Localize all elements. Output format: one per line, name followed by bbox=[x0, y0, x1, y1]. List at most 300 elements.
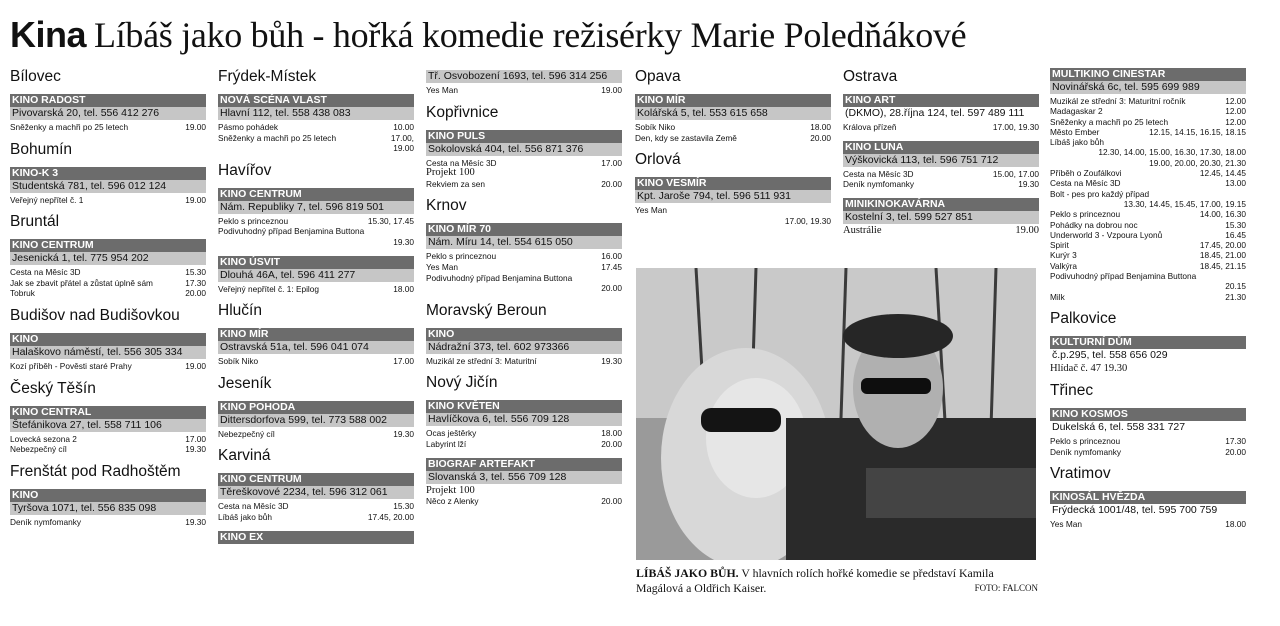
screening-row bbox=[426, 179, 622, 190]
screening-row bbox=[218, 133, 414, 144]
cinema-listing bbox=[1050, 68, 1246, 302]
screening-row bbox=[1050, 519, 1246, 529]
film-title: Yes Man bbox=[1050, 518, 1082, 529]
screening-row bbox=[843, 122, 1039, 133]
cinema-address: Halaškovo náměstí, tel. 556 305 334 bbox=[10, 346, 206, 359]
screening-time: 14.00, 16.30 bbox=[1199, 209, 1246, 220]
film-title: Podivuhodný případ Benjamina Buttona bbox=[426, 272, 573, 283]
cinema-address: Novinářská 6c, tel. 595 699 989 bbox=[1050, 81, 1246, 94]
film-title: Město Ember bbox=[1050, 126, 1100, 137]
town-heading: Třinec bbox=[1050, 382, 1094, 400]
cinema-listing bbox=[426, 400, 622, 449]
screening-row bbox=[1050, 189, 1246, 199]
cinema-listing bbox=[426, 130, 622, 190]
screening-row bbox=[1050, 364, 1246, 374]
cinema-name: KINO CENTRUM bbox=[218, 473, 414, 486]
cinema-address: Tyršova 1071, tel. 556 835 098 bbox=[10, 502, 206, 515]
cinema-address: č.p.295, tel. 558 656 029 bbox=[1052, 348, 1168, 361]
film-title bbox=[635, 216, 638, 227]
town-heading: Český Těšín bbox=[10, 379, 96, 397]
film-title: Deník nymfomanky bbox=[1050, 446, 1122, 457]
screening-row bbox=[1050, 447, 1246, 457]
screening-list bbox=[1050, 434, 1246, 457]
screening-time: 19.30 bbox=[1018, 179, 1039, 190]
cinema-address: (DKMO), 28.října 124, tel. 597 489 111 bbox=[845, 107, 1025, 119]
screening-row bbox=[1050, 281, 1246, 291]
screening-time: 18.00 bbox=[810, 122, 831, 132]
film-title bbox=[218, 237, 221, 248]
cinema-name: NOVÁ SCÉNA VLAST bbox=[218, 94, 414, 107]
film-title: Nebezpečný cíl bbox=[10, 444, 67, 455]
screening-row bbox=[218, 429, 414, 440]
screening-row bbox=[10, 288, 206, 299]
film-title: Madagaskar 2 bbox=[1050, 106, 1103, 117]
screening-time: 17.00 bbox=[601, 157, 622, 168]
screening-row bbox=[1050, 158, 1246, 168]
film-title: Muzikál ze střední 3: Maturitní bbox=[426, 355, 537, 366]
film-title: Králova přízeň bbox=[843, 122, 897, 132]
cinema-listing bbox=[218, 256, 414, 295]
cinema-address: Výškovická 113, tel. 596 751 712 bbox=[843, 154, 1039, 167]
film-title: Yes Man bbox=[426, 261, 458, 272]
screening-time: 19.30 bbox=[185, 516, 206, 527]
screening-time: 10.00 bbox=[393, 122, 414, 132]
film-title: Ocas ještěrky bbox=[426, 428, 477, 439]
cinema-listing bbox=[218, 473, 414, 522]
film-title: Projekt 100 bbox=[426, 168, 475, 179]
film-title: Sněženky a machři po 25 letech bbox=[218, 132, 337, 143]
screening-row bbox=[426, 158, 622, 169]
screening-row bbox=[1050, 199, 1246, 209]
screening-row bbox=[10, 434, 206, 445]
screening-list bbox=[218, 499, 414, 522]
cinema-address: Štefánikova 27, tel. 558 711 106 bbox=[10, 419, 206, 432]
screening-time: 12.00 bbox=[1225, 106, 1246, 117]
cinema-name: KINO KOSMOS bbox=[1050, 408, 1246, 421]
screening-time: 17.30 bbox=[185, 277, 206, 288]
cinema-name: KINO CENTRUM bbox=[10, 239, 206, 252]
screening-list bbox=[218, 354, 414, 367]
screening-list bbox=[218, 282, 414, 295]
cinema-name: MULTIKINO CINESTAR bbox=[1050, 68, 1246, 81]
cinema-listing bbox=[843, 198, 1039, 237]
film-title: Peklo s princeznou bbox=[1050, 436, 1121, 447]
screening-time: 13.30, 14.45, 15.45, 17.00, 19.15 bbox=[1123, 198, 1246, 209]
cinema-name: KINO POHODA bbox=[218, 401, 414, 414]
screening-time: 15.30 bbox=[393, 501, 414, 512]
cinema-address: Hlavní 112, tel. 558 438 083 bbox=[218, 107, 414, 120]
screening-time: 12.15, 14.15, 16.15, 18.15 bbox=[1149, 126, 1246, 137]
screening-row bbox=[218, 122, 414, 133]
screening-list bbox=[1050, 362, 1246, 374]
film-title bbox=[1050, 199, 1053, 209]
screening-row bbox=[10, 361, 206, 372]
screening-row bbox=[1050, 147, 1246, 157]
screening-time: 17.00, bbox=[390, 132, 414, 143]
screening-list bbox=[10, 432, 206, 455]
screening-row bbox=[426, 273, 622, 284]
film-title bbox=[1050, 147, 1053, 157]
screening-list bbox=[218, 214, 414, 248]
screening-time: 20.15 bbox=[1225, 281, 1246, 292]
film-title: Yes Man bbox=[426, 85, 458, 95]
film-title: Underworld 3 - Vzpoura Lyonů bbox=[1050, 229, 1163, 240]
town-heading: Karviná bbox=[218, 447, 271, 465]
film-title: Rekviem za sen bbox=[426, 178, 486, 189]
screening-time: 17.45 bbox=[601, 261, 622, 272]
screening-row bbox=[218, 226, 414, 237]
town-heading: Palkovice bbox=[1050, 309, 1117, 327]
screening-row bbox=[1050, 436, 1246, 446]
screening-list bbox=[218, 120, 414, 154]
screening-row bbox=[426, 168, 622, 179]
screening-row bbox=[218, 356, 414, 367]
screening-row bbox=[1050, 127, 1246, 137]
cinema-listing bbox=[843, 94, 1039, 133]
film-title: Den, kdy se zastavila Země bbox=[635, 132, 737, 143]
cinema-name: KINO MÍR bbox=[218, 328, 414, 341]
cinema-name: KINO CENTRAL bbox=[10, 406, 206, 419]
screening-row bbox=[426, 439, 622, 450]
cinema-address: Dukelská 6, tel. 558 331 727 bbox=[1052, 421, 1186, 434]
film-title: Muzikál ze střední 3: Maturitní ročník bbox=[1050, 96, 1186, 106]
screening-row bbox=[1050, 117, 1246, 127]
town-heading: Vratimov bbox=[1050, 464, 1111, 482]
cinema-address: Havlíčkova 6, tel. 556 709 128 bbox=[426, 413, 622, 426]
cinema-listing bbox=[218, 401, 414, 440]
film-title: Lovecká sezona 2 bbox=[10, 433, 77, 444]
screening-list bbox=[10, 120, 206, 133]
cinema-address: Nádražní 373, tel. 602 973366 bbox=[426, 341, 622, 354]
screening-time: 18.00 bbox=[393, 283, 414, 294]
listing-column-3 bbox=[426, 70, 622, 515]
screening-time: 19.00 bbox=[1015, 224, 1039, 236]
screening-time: 18.00 bbox=[1225, 518, 1246, 529]
cinema-name: KINO CENTRUM bbox=[218, 188, 414, 201]
cinema-name: KINO VESMÍR bbox=[635, 177, 831, 190]
film-title: Austrálie bbox=[843, 225, 882, 236]
listing-column-6 bbox=[1050, 68, 1246, 537]
screening-row bbox=[426, 428, 622, 439]
cinema-listing bbox=[1050, 408, 1246, 457]
screening-time: 15.00, 17.00 bbox=[992, 168, 1039, 179]
screening-row bbox=[10, 267, 206, 278]
screening-time: 15.30, 17.45 bbox=[367, 215, 414, 226]
film-title: Pohádky na dobrou noc bbox=[1050, 219, 1138, 230]
screening-list bbox=[635, 203, 831, 226]
cinema-address: Frýdecká 1001/48, tel. 595 700 759 bbox=[1052, 503, 1218, 516]
cinema-listing bbox=[426, 458, 622, 507]
film-title: Bolt - pes pro každý případ bbox=[1050, 188, 1150, 199]
screening-time: 12.00 bbox=[1225, 116, 1246, 127]
screening-time: 17.00 bbox=[185, 433, 206, 444]
screening-time: 19.30 bbox=[601, 355, 622, 366]
cinema-address: Nám. Republiky 7, tel. 596 819 501 bbox=[218, 201, 414, 214]
listing-column-2 bbox=[218, 64, 414, 554]
photo-illustration bbox=[636, 268, 1036, 560]
screening-time: 21.30 bbox=[1225, 291, 1246, 302]
cinema-address: Kostelní 3, tel. 599 527 851 bbox=[843, 211, 1039, 224]
cinema-name: KINO ÚSVIT bbox=[218, 256, 414, 269]
article-title: Líbáš jako bůh - hořká komedie režisérky Marie Poledňákové bbox=[94, 15, 967, 55]
screening-time: 20.00 bbox=[601, 438, 622, 449]
film-title: Peklo s princeznou bbox=[1050, 209, 1121, 220]
screening-list bbox=[10, 193, 206, 206]
screening-time: 19.30 bbox=[393, 236, 414, 247]
screening-row bbox=[1050, 106, 1246, 116]
cinema-address: Těreškovové 2234, tel. 596 312 061 bbox=[218, 486, 414, 499]
screening-row bbox=[1050, 220, 1246, 230]
town-heading: Krnov bbox=[426, 197, 467, 215]
screening-time: 20.00 bbox=[601, 178, 622, 189]
film-title: Podivuhodný případ Benjamina Buttona bbox=[1050, 271, 1197, 282]
screening-row bbox=[1050, 240, 1246, 250]
screening-row bbox=[10, 278, 206, 289]
caption-lead: LÍBÁŠ JAKO BŮH. bbox=[636, 566, 739, 580]
film-title: Deník nymfomanky bbox=[10, 516, 82, 527]
screening-row bbox=[10, 195, 206, 206]
screening-time: 20.00 bbox=[1225, 446, 1246, 457]
screening-row bbox=[843, 226, 1039, 237]
screening-list bbox=[635, 120, 831, 143]
screening-time: 19.00 bbox=[185, 122, 206, 132]
screening-row bbox=[1050, 178, 1246, 188]
screening-time: 20.00 bbox=[601, 496, 622, 507]
screening-row bbox=[426, 262, 622, 273]
film-title bbox=[426, 283, 429, 294]
screening-list bbox=[426, 426, 622, 449]
film-title: Projekt 100 bbox=[426, 485, 475, 496]
town-heading: Opava bbox=[635, 68, 681, 85]
film-title: Tobruk bbox=[10, 288, 35, 299]
film-title: Yes Man bbox=[635, 205, 667, 216]
screening-time: 17.00, 19.30 bbox=[784, 215, 831, 226]
screening-row bbox=[426, 251, 622, 262]
film-title: Cesta na Měsíc 3D bbox=[843, 168, 914, 179]
screening-time: 19.30 bbox=[185, 444, 206, 455]
town-heading: Frenštát pod Radhoštěm bbox=[10, 462, 181, 480]
listing-column-4 bbox=[635, 64, 831, 234]
headline bbox=[10, 14, 966, 58]
listing-column-1 bbox=[10, 64, 206, 535]
town-heading: Bruntál bbox=[10, 213, 60, 231]
town-heading: Hlučín bbox=[218, 302, 262, 320]
cinema-listing bbox=[843, 141, 1039, 190]
cinema-listing bbox=[10, 406, 206, 455]
screening-list bbox=[843, 120, 1039, 133]
cinema-listing bbox=[10, 239, 206, 299]
screening-row bbox=[218, 284, 414, 295]
cinema-listing bbox=[635, 94, 831, 143]
cinema-listing bbox=[218, 328, 414, 367]
screening-time: 20.00 bbox=[810, 132, 831, 143]
screening-row bbox=[1050, 261, 1246, 271]
screening-row bbox=[1050, 292, 1246, 302]
film-title: Kozí příběh - Pověsti staré Prahy bbox=[10, 360, 132, 371]
screening-row bbox=[218, 237, 414, 248]
cinema-address: Slovanská 3, tel. 556 709 128 bbox=[426, 471, 622, 484]
screening-time: 19.00 bbox=[601, 85, 622, 95]
town-heading: Budišov nad Budišovkou bbox=[10, 306, 180, 324]
cinema-address: Jesenická 1, tel. 775 954 202 bbox=[10, 252, 206, 265]
screening-time: 17.45, 20.00 bbox=[367, 511, 414, 522]
cinema-listing bbox=[1050, 336, 1246, 374]
screening-time: 19.00 bbox=[185, 360, 206, 371]
film-title: Hlídač č. 47 19.30 bbox=[1050, 363, 1128, 374]
screening-time: 15.30 bbox=[185, 267, 206, 278]
film-title: Veřejný nepřítel č. 1 bbox=[10, 194, 84, 205]
section-title: Kina bbox=[10, 14, 87, 55]
screening-time: 17.30 bbox=[1225, 436, 1246, 447]
film-title: Cesta na Měsíc 3D bbox=[1050, 178, 1121, 189]
cinema-name: KINO bbox=[426, 328, 622, 341]
town-heading: Ostrava bbox=[843, 68, 898, 85]
cinema-name: KINO MÍR bbox=[635, 94, 831, 107]
screening-time: 20.00 bbox=[601, 283, 622, 294]
cinema-name: KINO PULS bbox=[426, 130, 622, 143]
film-title: Něco z Alenky bbox=[426, 496, 479, 507]
photo-credit: FOTO: FALCON bbox=[974, 583, 1038, 593]
film-title: Spirit bbox=[1050, 240, 1069, 251]
screening-row bbox=[218, 216, 414, 227]
cinema-listing bbox=[426, 70, 622, 96]
screening-row bbox=[218, 143, 414, 154]
film-title: Jak se zbavit přátel a zůstat úplně sám bbox=[10, 277, 153, 288]
film-title: Kurýr 3 bbox=[1050, 250, 1077, 261]
cinema-name: BIOGRAF ARTEFAKT bbox=[426, 458, 622, 471]
cinema-address: Kpt. Jaroše 794, tel. 596 511 931 bbox=[635, 190, 831, 203]
cinema-address: Kolářská 5, tel. 553 615 658 bbox=[635, 107, 831, 120]
cinema-listing bbox=[10, 167, 206, 206]
cinema-listing bbox=[218, 94, 414, 154]
cinema-listing bbox=[10, 333, 206, 372]
screening-time: 16.45 bbox=[1225, 229, 1246, 240]
town-heading: Nový Jičín bbox=[426, 374, 498, 392]
film-title: Sněženky a machři po 25 letech bbox=[1050, 116, 1169, 127]
screening-row bbox=[426, 496, 622, 507]
screening-list bbox=[218, 427, 414, 440]
cinema-address: Dlouhá 46A, tel. 596 411 277 bbox=[218, 269, 414, 282]
film-title: Deník nymfomanky bbox=[843, 179, 915, 190]
film-title: Peklo s princeznou bbox=[218, 215, 289, 226]
film-title: Líbáš jako bůh bbox=[1050, 137, 1104, 148]
screening-row bbox=[10, 517, 206, 528]
screening-list bbox=[1050, 94, 1246, 302]
cinema-name: KINO-K 3 bbox=[10, 167, 206, 180]
film-title: Milk bbox=[1050, 291, 1065, 302]
cinema-listing bbox=[426, 223, 622, 293]
screening-row bbox=[1050, 168, 1246, 178]
cinema-name: MINIKINOKAVÁRNA bbox=[843, 198, 1039, 211]
screening-row bbox=[843, 179, 1039, 190]
screening-row bbox=[635, 216, 831, 227]
town-heading: Moravský Beroun bbox=[426, 301, 547, 319]
screening-time: 17.00, 19.30 bbox=[992, 122, 1039, 132]
screening-time: 19.00 bbox=[393, 143, 414, 154]
screening-row bbox=[218, 512, 414, 523]
film-title: Labyrint lží bbox=[426, 438, 467, 449]
town-heading: Kopřivnice bbox=[426, 103, 499, 121]
screening-row bbox=[10, 444, 206, 455]
film-title: Veřejný nepřítel č. 1: Epilog bbox=[218, 283, 320, 294]
cinema-address: Ostravská 51a, tel. 596 041 074 bbox=[218, 341, 414, 354]
cinema-listing bbox=[426, 328, 622, 367]
film-photo bbox=[636, 268, 1036, 560]
screening-list bbox=[218, 544, 414, 546]
film-title bbox=[218, 143, 221, 154]
cinema-listing bbox=[218, 188, 414, 248]
town-heading: Orlová bbox=[635, 151, 681, 169]
screening-time: 12.45, 14.45 bbox=[1199, 168, 1246, 179]
screening-time: 15.30 bbox=[1225, 219, 1246, 230]
screening-row bbox=[1050, 271, 1246, 281]
screening-list bbox=[426, 484, 622, 507]
screening-time: 18.45, 21.00 bbox=[1199, 250, 1246, 261]
screening-list bbox=[426, 249, 622, 293]
town-heading: Bohumín bbox=[10, 140, 73, 158]
cinema-address: Studentská 781, tel. 596 012 124 bbox=[10, 180, 206, 193]
film-title: Cesta na Měsíc 3D bbox=[218, 501, 289, 512]
cinema-name: KINO KVĚTEN bbox=[426, 400, 622, 413]
cinema-name: KINO MÍR 70 bbox=[426, 223, 622, 236]
film-title: Cesta na Měsíc 3D bbox=[10, 267, 81, 278]
screening-row bbox=[635, 133, 831, 144]
screening-time: 12.30, 14.00, 15.00, 16.30, 17.30, 18.00 bbox=[1098, 147, 1246, 158]
cinema-name: KINO LUNA bbox=[843, 141, 1039, 154]
cinema-name: KINOSÁL HVĚZDA bbox=[1050, 491, 1246, 504]
screening-list bbox=[10, 265, 206, 299]
screening-list bbox=[426, 156, 622, 190]
screening-row bbox=[218, 501, 414, 512]
town-heading: Frýdek-Místek bbox=[218, 68, 317, 85]
screening-row bbox=[426, 486, 622, 497]
screening-row bbox=[635, 122, 831, 133]
cinema-listing bbox=[635, 177, 831, 226]
screening-time: 18.00 bbox=[601, 428, 622, 439]
cinema-address: Tř. Osvobození 1693, tel. 596 314 256 bbox=[426, 70, 622, 83]
cinema-listing bbox=[218, 531, 414, 546]
cinema-address: Pivovarská 20, tel. 556 412 276 bbox=[10, 107, 206, 120]
screening-time: 19.00 bbox=[185, 194, 206, 205]
film-title: Nebezpečný cíl bbox=[218, 428, 275, 439]
photo-caption bbox=[636, 566, 1038, 596]
screening-time: 17.45, 20.00 bbox=[1199, 240, 1246, 251]
film-title: Sobík Niko bbox=[218, 356, 259, 367]
screening-time: 20.00 bbox=[185, 288, 206, 299]
screening-time: 12.00 bbox=[1225, 96, 1246, 106]
screening-list bbox=[843, 224, 1039, 237]
screening-row bbox=[426, 356, 622, 367]
film-title: Sněženky a machři po 25 letech bbox=[10, 122, 129, 132]
town-heading: Jeseník bbox=[218, 374, 272, 392]
cinema-name: KINO bbox=[10, 333, 206, 346]
cinema-name: KINO EX bbox=[218, 531, 414, 544]
screening-list bbox=[10, 359, 206, 372]
screening-row bbox=[1050, 250, 1246, 260]
cinema-address: Dittersdorfova 599, tel. 773 588 002 bbox=[218, 414, 414, 427]
cinema-name: KINO bbox=[10, 489, 206, 502]
cinema-name: KULTURNÍ DŮM bbox=[1050, 336, 1246, 349]
town-heading: Havířov bbox=[218, 161, 272, 179]
cinema-name: KINO ART bbox=[843, 94, 1039, 107]
screening-time: 13.00 bbox=[1225, 178, 1246, 189]
cinema-listing bbox=[10, 94, 206, 133]
screening-row bbox=[1050, 96, 1246, 106]
screening-list bbox=[843, 167, 1039, 190]
screening-row bbox=[843, 169, 1039, 180]
screening-time: 19.00, 20.00, 20.30, 21.30 bbox=[1149, 157, 1246, 168]
screening-row bbox=[635, 205, 831, 216]
